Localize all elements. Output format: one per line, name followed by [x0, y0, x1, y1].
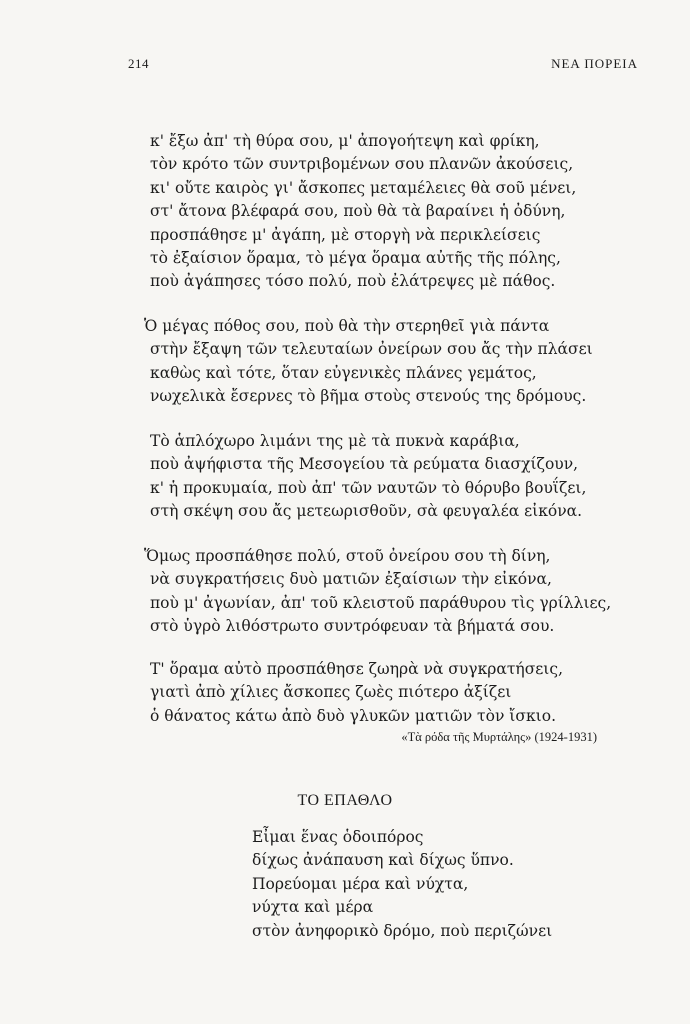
poem-line: Εἶμαι ἕνας ὁδοιπόρος — [252, 828, 424, 846]
poem-line: στὴ σκέψη σου ἄς μετεωρισθοῦν, σὰ φευγαλέα εἰκόνα. — [150, 502, 583, 521]
poem-line: ὁ θάνατος κάτω ἀπὸ δυὸ γλυκῶν ματιῶν τὸν ἴσκιο. — [150, 706, 556, 725]
poem-line: καθὼς καὶ τότε, ὅταν εὐγενικὲς πλάνες γεμάτος, — [150, 363, 537, 382]
poem-line: κι' οὔτε καιρὸς γι' ἄσκοπες μεταμέλειες θὰ σοῦ μένει, — [150, 178, 577, 197]
poem-line: κ' ἔξω ἀπ' τὴ θύρα σου, μ' ἀπογοήτεψη καὶ φρίκη, — [150, 132, 540, 150]
poem-line: ποὺ ἀψήφιστα τῆς Μεσογείου τὰ ρεύματα διασχίζουν, — [150, 455, 579, 474]
poem-line: στὸν ἀνηφορικὸ δρόμο, ποὺ περιζώνει — [252, 921, 553, 940]
poem-line: Πορεύομαι μέρα καὶ νύχτα, — [252, 874, 469, 893]
poem-source: «Τὰ ρόδα τῆς Μυρτάλης» (1924-1931) — [401, 730, 597, 744]
poem-line: τὸ ἐξαίσιον ὅραμα, τὸ μέγα ὅραμα αὐτῆς τῆς πόλης, — [150, 249, 561, 268]
poem-line: ποὺ ἀγάπησες τόσο πολύ, ποὺ ἐλάτρεψες μὲ πάθος. — [150, 272, 556, 291]
poem-line: ποὺ μ' ἀγωνίαν, ἀπ' τοῦ κλειστοῦ παράθυρου τὶς γρίλλιες, — [150, 593, 612, 612]
poem-line: νωχελικὰ ἔσερνες τὸ βῆμα στοὺς στενούς της δρόμους. — [150, 387, 587, 406]
poem-line: κ' ἡ προκυμαία, ποὺ ἀπ' τῶν ναυτῶν τὸ θόρυβο βουΐζει, — [150, 478, 587, 497]
stanza-4 — [144, 545, 612, 639]
stanza-5 — [150, 658, 563, 728]
poem-line: τὸν κρότο τῶν συντριβομένων σου πλανῶν ἀκούσεις, — [150, 155, 574, 174]
stanza-3 — [150, 430, 586, 524]
poem-line: νύχτα καὶ μέρα — [252, 898, 374, 917]
poem-line: δίχως ἀνάπαυση καὶ δίχως ὕπνο. — [252, 851, 514, 870]
poem-line: Ὁ μέγας πόθος σου, ποὺ θὰ τὴν στερηθεῖ γιὰ πάντα — [144, 317, 550, 335]
journal-name: ΝΕΑ ΠΟΡΕΙΑ — [551, 56, 638, 71]
second-poem-title: ΤΟ ΕΠΑΘΛΟ — [297, 792, 393, 809]
poem-line: γιατὶ ἀπὸ χίλιες ἄσκοπες ζωὲς πιότερο ἀξίζει — [150, 683, 512, 702]
stanza-1 — [150, 130, 576, 294]
poem-line: Τ' ὅραμα αὐτὸ προσπάθησε ζωηρὰ νὰ συγκρατήσεις, — [150, 660, 563, 678]
second-poem — [252, 826, 552, 943]
poem-line: προσπάθησε μ' ἀγάπη, μὲ στοργὴ νὰ περικλείσεις — [150, 225, 541, 244]
page-number: 214 — [128, 56, 149, 71]
poem-line: στ' ἄτονα βλέφαρά σου, ποὺ θὰ τὰ βαραίνει ἡ ὀδύνη, — [150, 202, 566, 221]
poem-line: νὰ συγκρατήσεις δυὸ ματιῶν ἐξαίσιων τὴν εἰκόνα, — [150, 570, 552, 589]
poem-line: στὴν ἔξαψη τῶν τελευταίων ὀνείρων σου ἄς τὴν πλάσει — [150, 340, 593, 359]
running-head — [128, 56, 638, 76]
poem-line: Τὸ ἁπλόχωρο λιμάνι της μὲ τὰ πυκνὰ καράβια, — [150, 432, 520, 450]
poem-line: στὸ ὑγρὸ λιθόστρωτο συντρόφευαν τὰ βήματά σου. — [150, 617, 555, 636]
stanza-2 — [144, 315, 593, 409]
poem-line: Ὅμως προσπάθησε πολύ, στοῦ ὀνείρου σου τὴ δίνη, — [144, 547, 551, 565]
